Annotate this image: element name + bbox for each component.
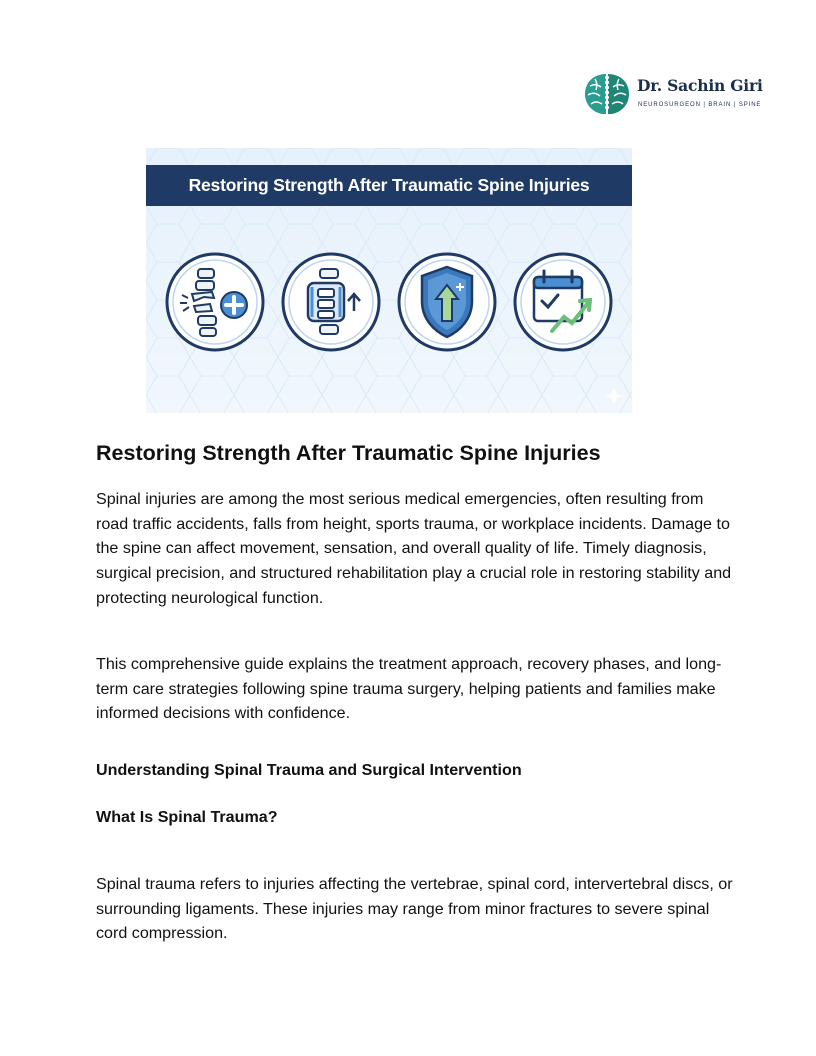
article-title: Restoring Strength After Traumatic Spine Injuries: [96, 441, 601, 465]
definition-paragraph: Spinal trauma refers to injuries affecting the vertebrae, spinal cord, intervertebral discs, or surrounding ligaments. These injuries may range from minor fractures to severe spinal cord compression.: [96, 875, 733, 943]
brain-spine-logo-icon: [582, 70, 634, 120]
calendar-progress-chart-icon: [512, 251, 614, 353]
fractured-spine-medical-cross-icon: [164, 251, 266, 353]
logo-tagline: NEUROSURGEON | BRAIN | SPINE: [638, 102, 762, 108]
brand-logo: [582, 70, 772, 120]
hero-banner: [146, 148, 632, 413]
spine-brace-icon: [280, 251, 382, 353]
section-heading: Understanding Spinal Trauma and Surgical Intervention: [96, 761, 522, 779]
logo-name: Dr. Sachin Giri: [637, 76, 763, 95]
intro-paragraph: Spinal injuries are among the most serious medical emergencies, often resulting from road traffic accidents, falls from height, sports trauma, or workplace incidents. Damage to the spine can affect movement, sensation, and overall quality of life. Timely diagnosis, surgical precision, and structured rehabilitation play a crucial role in restoring stability and protecting neurological function.: [96, 490, 732, 607]
subheading: What Is Spinal Trauma?: [96, 808, 278, 826]
guide-paragraph: This comprehensive guide explains the treatment approach, recovery phases, and long-term care strategies following spine trauma surgery, helping patients and families make informed decisions with confidence.: [96, 655, 722, 723]
banner-title: Restoring Strength After Traumatic Spine Injuries: [188, 175, 590, 195]
shield-up-arrow-icon: [396, 251, 498, 353]
banner-title-bar: [146, 165, 632, 206]
